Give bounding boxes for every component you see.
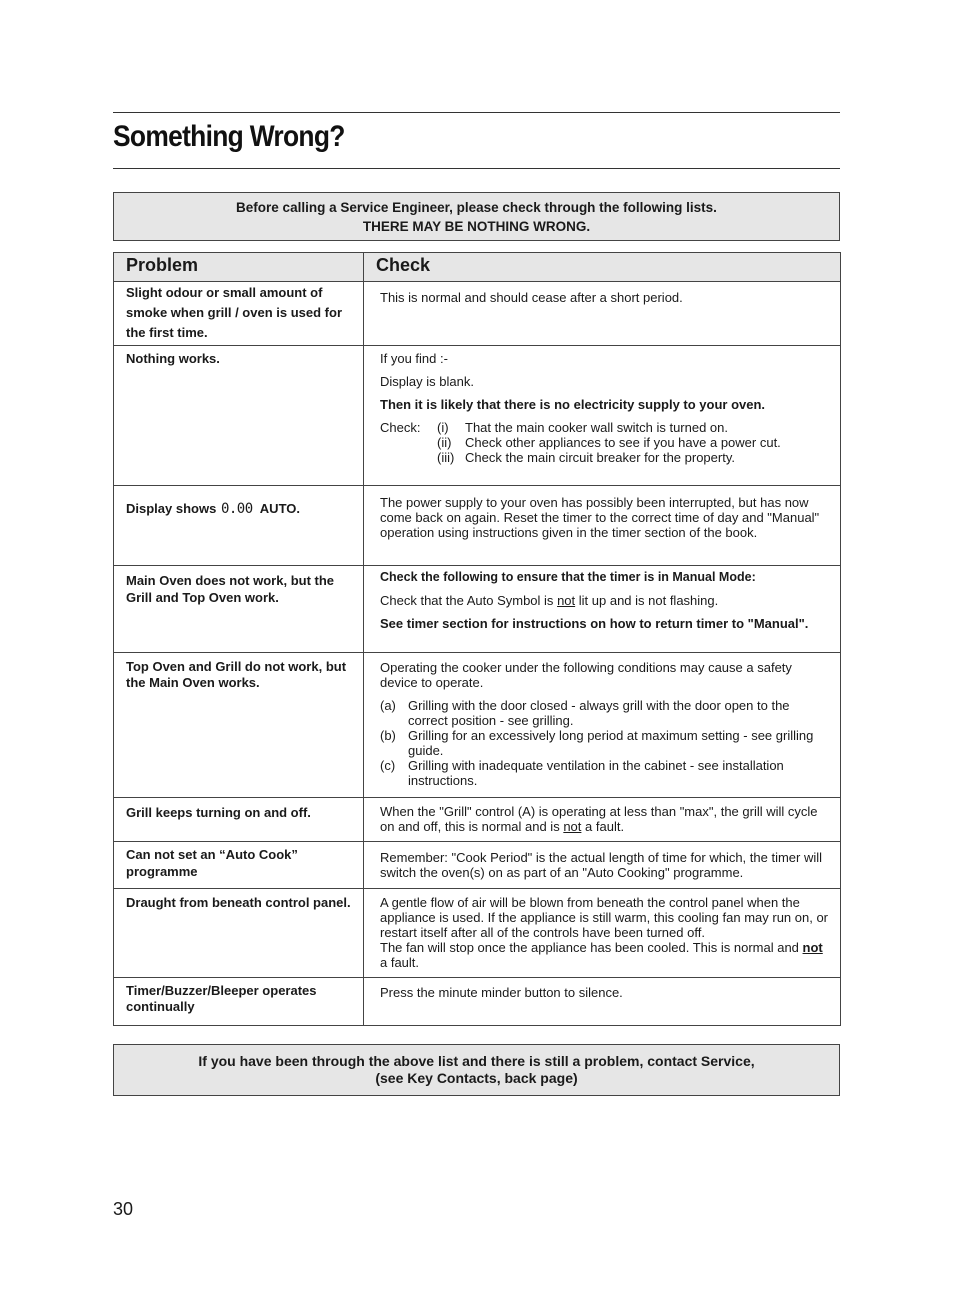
problem-cell: Main Oven does not work, but the Grill and Top Oven work.	[114, 566, 364, 653]
list-item	[437, 420, 828, 435]
problem-cell: Nothing works.	[114, 346, 364, 486]
check-cell: This is normal and should cease after a short period.	[364, 282, 841, 346]
list-item-letter: (a)	[380, 698, 396, 713]
check-cell	[364, 346, 841, 486]
troubleshooting-table	[113, 252, 841, 1026]
problem-suffix: AUTO.	[259, 501, 301, 516]
display-readout: 0.00	[220, 501, 253, 517]
list-item-text: Grilling with the door closed - always grill with the door open to the correct position - see grilling.	[408, 698, 790, 728]
check-line-text: Check that the Auto Symbol is	[380, 593, 554, 608]
check-footer: See timer section for instructions on how to return timer to "Manual".	[380, 616, 809, 631]
check-cell: Press the minute minder button to silence.	[364, 978, 841, 1026]
list-item	[437, 435, 828, 450]
check-line-text: lit up and is not flashing.	[578, 593, 719, 608]
check-intro: If you find :-	[380, 351, 448, 366]
problem-cell: Can not set an “Auto Cook” programme	[114, 842, 364, 889]
emphasis-not: not	[557, 593, 576, 608]
problem-column-header: Problem	[114, 253, 364, 282]
check-text: The fan will stop once the appliance has been cooled. This is normal and	[380, 940, 799, 955]
table-row	[114, 798, 841, 842]
list-item	[380, 698, 828, 728]
check-conclusion: Then it is likely that there is no electricity supply to your oven.	[380, 397, 766, 412]
check-text: a fault.	[380, 955, 420, 970]
emphasis-not: not	[563, 819, 582, 834]
table-row	[114, 486, 841, 566]
check-line	[380, 593, 828, 608]
check-paragraph: A gentle flow of air will be blown from beneath the control panel when the appliance is used. If the appliance is still warm, this cooling fan may run on, or restart itself after all of the controls have been turned off.	[380, 895, 829, 940]
list-item-letter: (c)	[380, 758, 396, 773]
problem-cell: Top Oven and Grill do not work, but the Main Oven works.	[114, 653, 364, 798]
list-item-letter: (b)	[380, 728, 396, 743]
check-label: Check:	[380, 420, 421, 435]
list-item	[437, 450, 828, 465]
table-row	[114, 978, 841, 1026]
check-cell	[364, 653, 841, 798]
list-item-number: (ii)	[437, 435, 452, 450]
list-item-text: Grilling with inadequate ventilation in the cabinet - see installation instructions.	[408, 758, 784, 788]
list-item-number: (i)	[437, 420, 449, 435]
list-item-text: That the main cooker wall switch is turned on.	[465, 420, 729, 435]
table-row	[114, 566, 841, 653]
list-item	[380, 728, 828, 758]
table-row	[114, 282, 841, 346]
check-heading: Check the following to ensure that the timer is in Manual Mode:	[380, 570, 756, 584]
check-cell	[364, 566, 841, 653]
list-item-text: Check the main circuit breaker for the property.	[465, 450, 735, 465]
check-cell: Remember: "Cook Period" is the actual length of time for which, the timer will switch the oven(s) on as part of an "Auto Cooking" programme.	[364, 842, 841, 889]
list-item-text: Check other appliances to see if you have a power cut.	[465, 435, 781, 450]
page-title: Something Wrong?	[113, 120, 345, 153]
list-item-number: (iii)	[437, 450, 455, 465]
table-row	[114, 889, 841, 978]
emphasis-not: not	[802, 940, 823, 955]
table-row	[114, 842, 841, 889]
title-top-rule	[113, 112, 840, 113]
pre-check-notice-line2: THERE MAY BE NOTHING WRONG.	[362, 218, 591, 234]
check-text: When the "Grill" control (A) is operating at less than "max", the grill will cycle on and off, this is normal and is	[380, 804, 818, 834]
check-column-header: Check	[364, 253, 841, 282]
problem-cell: Draught from beneath control panel.	[114, 889, 364, 978]
problem-cell: Grill keeps turning on and off.	[114, 798, 364, 842]
problem-cell	[114, 486, 364, 566]
check-text: a fault.	[585, 819, 625, 834]
check-paragraph	[380, 940, 828, 970]
check-cell	[364, 798, 841, 842]
problem-cell: Slight odour or small amount of smoke when grill / oven is used for the first time.	[114, 282, 364, 346]
list-item	[380, 758, 828, 788]
pre-check-notice-line1: Before calling a Service Engineer, please check through the following lists.	[236, 199, 717, 215]
contact-service-line1: If you have been through the above list and there is still a problem, contact Service,	[198, 1053, 755, 1069]
check-steps	[380, 420, 828, 465]
check-cell: The power supply to your oven has possibly been interrupted, but has now come back on again. Reset the timer to the correct time of day and "Manual" operation using instructions given in the timer section of the book.	[364, 486, 841, 566]
table-row	[114, 346, 841, 486]
list-item-text: Grilling for an excessively long period at maximum setting - see grilling guide.	[408, 728, 814, 758]
check-intro: Operating the cooker under the following conditions may cause a safety device to operate.	[380, 660, 792, 690]
problem-prefix: Display shows	[126, 501, 217, 516]
table-row	[114, 653, 841, 798]
check-display-state: Display is blank.	[380, 374, 474, 389]
problem-cell: Timer/Buzzer/Bleeper operates continually	[114, 978, 364, 1026]
title-bottom-rule	[113, 168, 840, 169]
contact-service-notice	[113, 1044, 840, 1096]
check-cell	[364, 889, 841, 978]
pre-check-notice	[113, 192, 840, 241]
page-number: 30	[113, 1199, 134, 1219]
table-header-row	[114, 253, 841, 282]
contact-service-line2: (see Key Contacts, back page)	[375, 1070, 578, 1086]
